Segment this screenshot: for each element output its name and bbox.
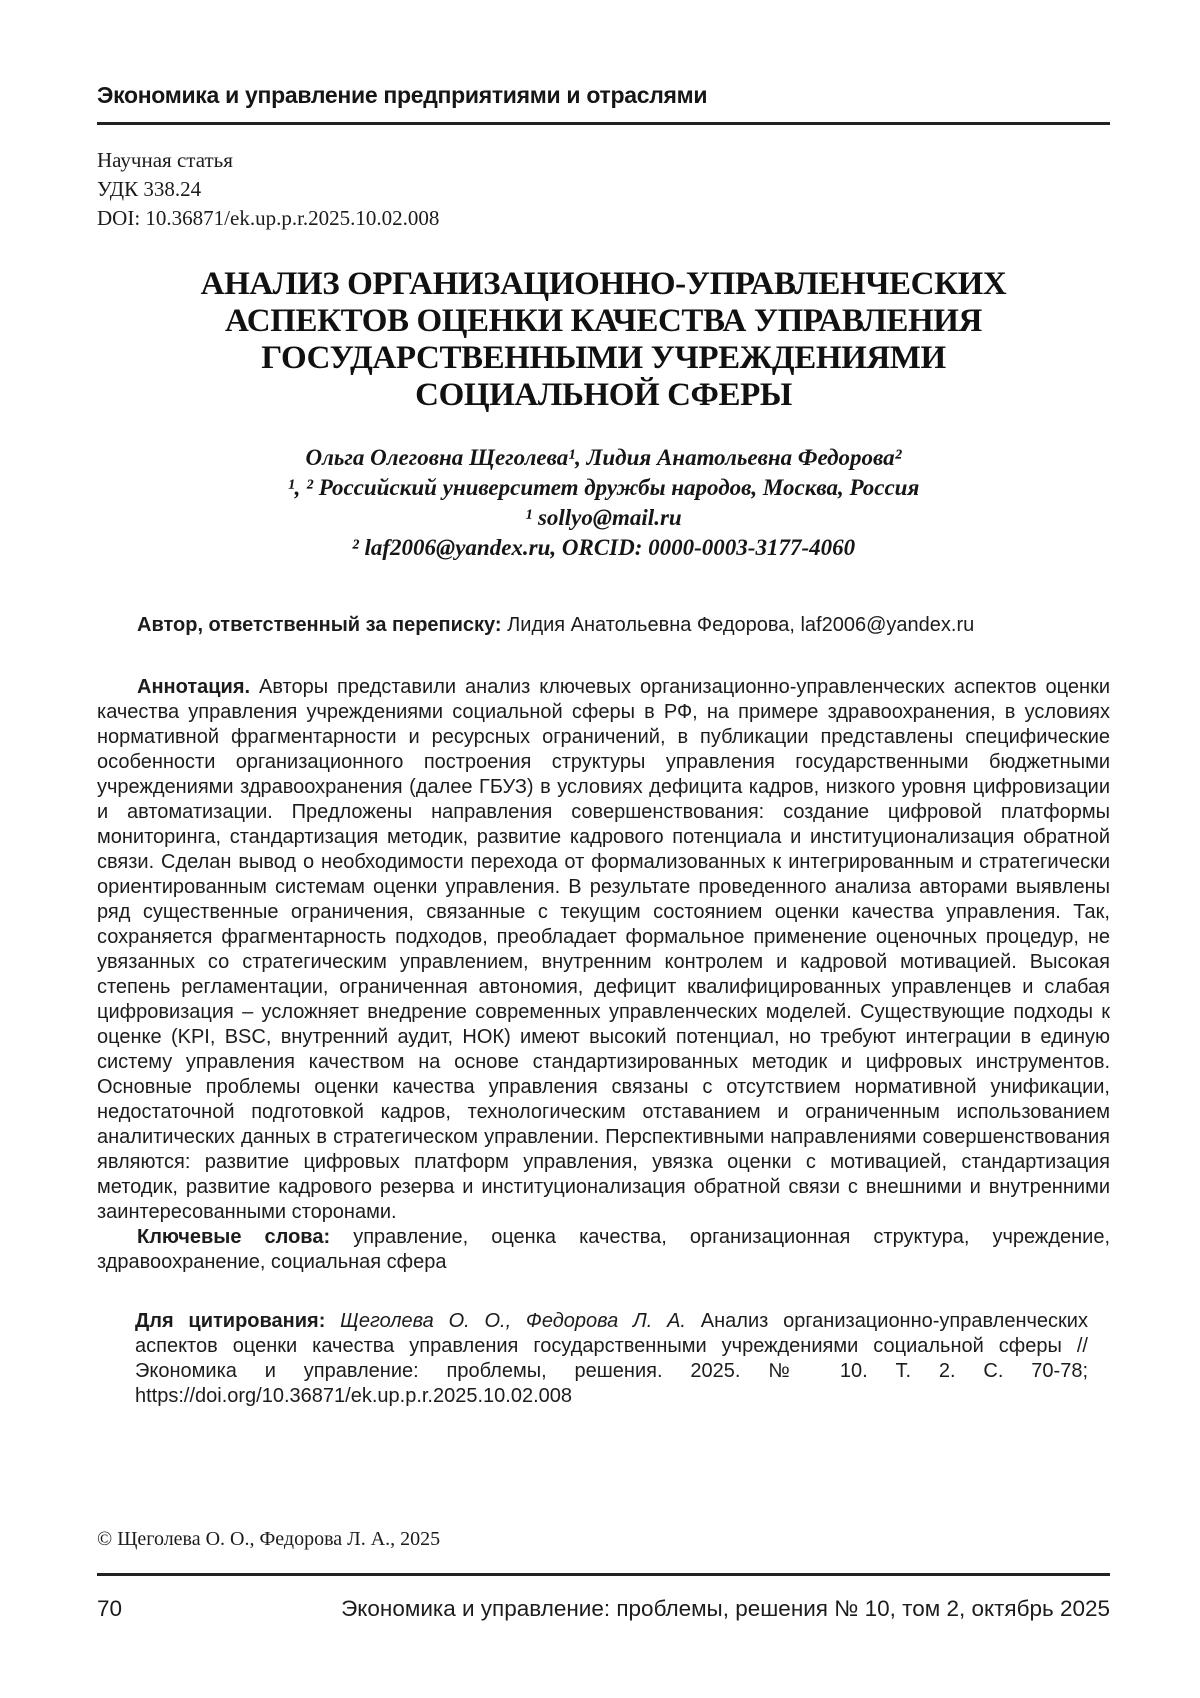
article-title-line-4: СОЦИАЛЬНОЙ СФЕРЫ [415, 377, 792, 413]
udc-label: УДК 338.24 [97, 177, 202, 201]
keywords-paragraph [97, 1225, 1110, 1275]
citation-block [135, 1309, 1088, 1409]
author-affiliation: ¹, ² Российский университет дружбы народов, Москва, Россия [287, 475, 920, 500]
copyright-line: © Щеголева О. О., Федорова Л. А., 2025 [97, 1528, 441, 1550]
page-footer [97, 1596, 1110, 1622]
keywords-label: Ключевые слова: [137, 1226, 331, 1248]
citation-text: Анализ организационно-управленческих аспектов оценки качества управления государственными учреждениями социальной сферы // Экономика и управление: проблемы, решения. 2025. № 10. Т. 2. С. 70-78; https://doi.org/10.36871/ek.up.p.r.2025.10.02.008 [135, 1310, 1088, 1407]
article-type-label: Научная статья [97, 148, 233, 172]
citation-label: Для цитирования: [135, 1310, 326, 1332]
page-content [97, 0, 1110, 1409]
article-title-line-3: ГОСУДАРСТВЕННЫМИ УЧРЕЖДЕНИЯМИ [261, 340, 946, 376]
author-names: Ольга Олеговна Щеголева¹, Лидия Анатольевна Федорова² [305, 445, 902, 470]
keywords-text: управление, оценка качества, организационная структура, учреждение, здравоохранение, социальная сфера [97, 1226, 1111, 1273]
article-title-line-2: АСПЕКТОВ ОЦЕНКИ КАЧЕСТВА УПРАВЛЕНИЯ [224, 303, 982, 339]
footer-divider [97, 1573, 1110, 1576]
citation-authors: Щеголева О. О., Федорова Л. А. [325, 1310, 686, 1332]
article-title-line-1: АНАЛИЗ ОРГАНИЗАЦИОННО-УПРАВЛЕНЧЕСКИХ [200, 266, 1007, 302]
page-number: 70 [97, 1596, 123, 1621]
author-email-2: ² laf2006@yandex.ru, ORCID: 0000-0003-3177-4060 [351, 535, 856, 560]
abstract-paragraph [97, 675, 1110, 1225]
section-running-head: Экономика и управление предприятиями и отраслями [97, 82, 1110, 125]
corresponding-author-line [97, 585, 1110, 638]
journal-footer-line: Экономика и управление: проблемы, решения № 10, том 2, октябрь 2025 [341, 1596, 1110, 1621]
abstract-text: Авторы представили анализ ключевых организационно-управленческих аспектов оценки качества управления учреждениями социальной сферы в РФ, на примере здравоохранения, в условиях нормативной фрагментарности и ресурсных ограничений, в публикации представлены специфические особенности организационного построения структуры управления государственными бюджетными учреждениями здравоохранения (далее ГБУЗ) в условиях дефицита кадров, низкого уровня цифровизации и автоматизации. Предложены направления совершенствования: создание цифровой платформы мониторинга, стандартизация методик, развитие кадрового потенциала и институционализация обратной связи. Сделан вывод о необходимости перехода от формализованных к интегрированным и стратегически ориентированным системам оценки управления. В результате проведенного анализа авторами выявлены ряд существенные ограничения, связанные с текущим состоянием оценки качества управления. Так, сохраняется фрагментарность подходов, преобладает формальное применение оценочных процедур, не увязанных со стратегическим управлением, внутренним контролем и кадровой мотивацией. Высокая степень регламентации, ограниченная автономия, дефицит квалифицированных управленцев и слабая цифровизация – усложняет внедрение современных управленческих моделей. Существующие подходы к оценке (KPI, BSC, внутренний аудит, НОК) имеют высокий потенциал, но требуют интеграции в единую систему управления качеством на основе стандартизированных методик и цифровых инструментов. Основные проблемы оценки качества управления связаны с отсутствием нормативной унификации, недостаточной подготовкой кадров, технологическим отставанием и ограниченным использованием аналитических данных в стратегическом управлении. Перспективными направлениями совершенствования являются: развитие цифровых платформ управления, увязка оценки с мотивацией, стандартизация методик, развитие кадрового резерва и институционализация обратной связи с внешними и внутренними заинтересованными сторонами. [97, 676, 1110, 1223]
authors-block [97, 443, 1110, 563]
author-email-1: ¹ sollyo@mail.ru [525, 505, 682, 530]
abstract-label: Аннотация. [137, 676, 251, 698]
article-title [97, 266, 1110, 414]
corresponding-author-value: Лидия Анатольевна Федорова, laf2006@yandex.ru [501, 614, 975, 636]
article-meta-block [97, 146, 1110, 233]
doi-label: DOI: 10.36871/ek.up.p.r.2025.10.02.008 [97, 206, 440, 230]
corresponding-author-label: Автор, ответственный за переписку: [137, 614, 502, 636]
